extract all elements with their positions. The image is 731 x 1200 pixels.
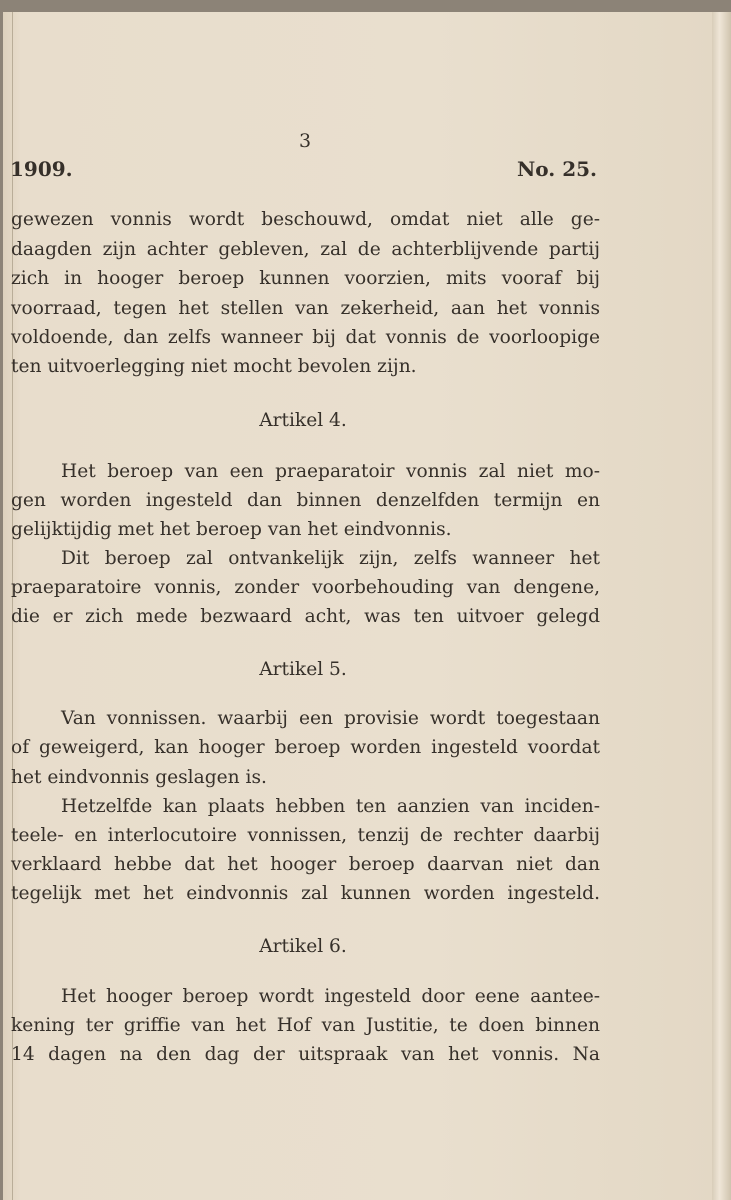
- body-line: tegelijk met het eindvonnis zal kunnen worden ingesteld.: [11, 883, 600, 904]
- body-line: kening ter griffie van het Hof van Justitie, te doen binnen: [11, 1015, 600, 1036]
- page-edge: [712, 12, 731, 1200]
- body-line: teele- en interlocutoire vonnissen, tenzij de rechter daarbij: [11, 825, 600, 846]
- article-heading: Artikel 6.: [259, 936, 347, 957]
- body-line: Van vonnissen. waarbij een provisie wordt toegestaan: [61, 708, 600, 729]
- body-line: voldoende, dan zelfs wanneer bij dat vonnis de voorloopige: [11, 327, 600, 348]
- body-line: praeparatoire vonnis, zonder voorbehouding van dengene,: [11, 577, 600, 598]
- body-line: Het hooger beroep wordt ingesteld door eene aantee-: [61, 986, 600, 1007]
- header-year: 1909.: [10, 157, 73, 181]
- body-line: het eindvonnis geslagen is.: [11, 767, 267, 788]
- article-heading: Artikel 5.: [259, 659, 347, 680]
- body-line: verklaard hebbe dat het hooger beroep daarvan niet dan: [11, 854, 600, 875]
- body-line: Hetzelfde kan plaats hebben ten aanzien van inciden-: [61, 796, 600, 817]
- body-line: of geweigerd, kan hooger beroep worden ingesteld voordat: [11, 737, 600, 758]
- body-line: Dit beroep zal ontvankelijk zijn, zelfs wanneer het: [61, 548, 600, 569]
- body-line: gen worden ingesteld dan binnen denzelfden termijn en: [11, 490, 600, 511]
- body-line: daagden zijn achter gebleven, zal de achterblijvende partij: [11, 239, 600, 260]
- document-page: [3, 12, 715, 1200]
- body-line: die er zich mede bezwaard acht, was ten uitvoer gelegd: [11, 606, 600, 627]
- body-line: zich in hooger beroep kunnen voorzien, mits vooraf bij: [11, 268, 600, 289]
- body-line: 14 dagen na den dag der uitspraak van het vonnis. Na: [11, 1044, 600, 1065]
- body-line: gelijktijdig met het beroep van het eindvonnis.: [11, 519, 452, 540]
- page-number: 3: [299, 130, 312, 152]
- article-heading: Artikel 4.: [259, 410, 347, 431]
- body-line: voorraad, tegen het stellen van zekerheid, aan het vonnis: [11, 298, 600, 319]
- body-line: Het beroep van een praeparatoir vonnis zal niet mo-: [61, 461, 600, 482]
- body-line: gewezen vonnis wordt beschouwd, omdat niet alle ge-: [11, 209, 600, 230]
- body-line: ten uitvoerlegging niet mocht bevolen zijn.: [11, 356, 417, 377]
- header-issue-number: No. 25.: [517, 157, 597, 181]
